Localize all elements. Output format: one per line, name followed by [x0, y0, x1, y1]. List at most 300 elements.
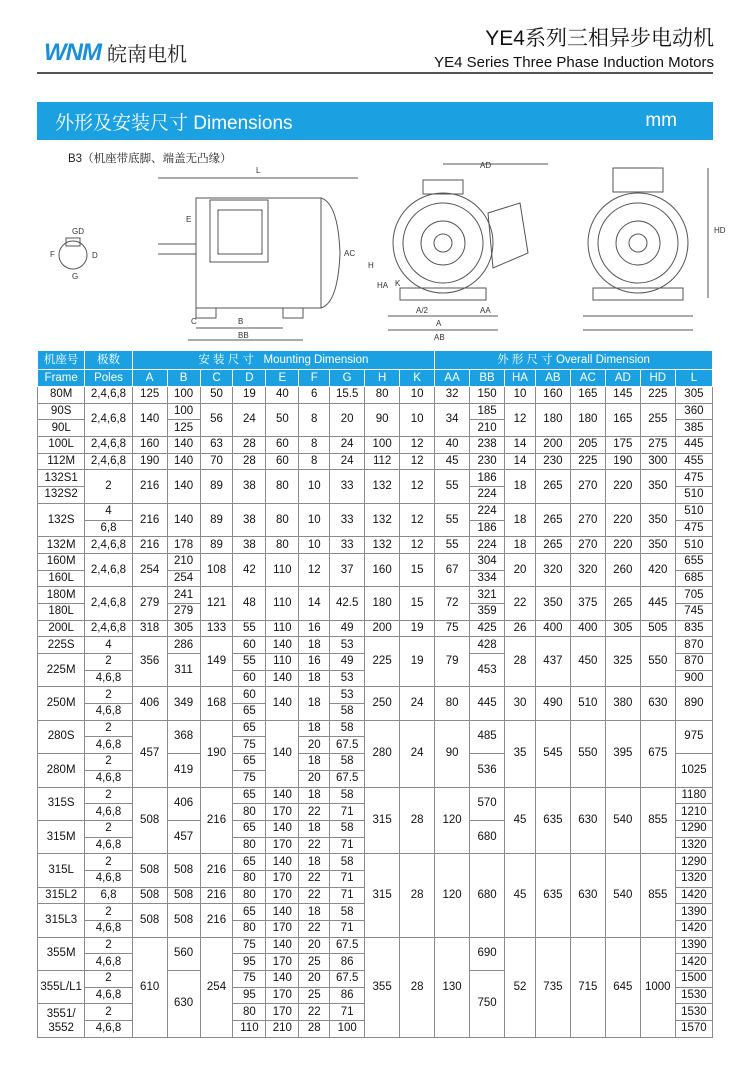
page-title	[434, 22, 714, 71]
table-cell: 65	[233, 904, 266, 921]
table-cell: 265	[535, 470, 570, 503]
table-cell: 360	[675, 403, 712, 420]
table-cell: 635	[535, 854, 570, 937]
table-cell: 250M	[38, 687, 85, 720]
table-cell: 445	[640, 587, 675, 620]
table-cell: 25	[299, 987, 330, 1004]
table-cell: 53	[330, 637, 365, 654]
table-cell: 60	[266, 453, 299, 470]
table-cell: 224	[470, 487, 505, 504]
column-header-d: D	[233, 370, 266, 387]
table-cell: 10	[299, 537, 330, 554]
table-cell: 545	[535, 720, 570, 787]
table-cell: 100	[365, 437, 400, 454]
table-cell: 355	[365, 937, 400, 1037]
column-header-c: C	[200, 370, 233, 387]
label-E: E	[186, 215, 192, 224]
table-cell: 28	[505, 637, 536, 687]
table-cell: 140	[266, 787, 299, 804]
table-cell: 67.5	[330, 770, 365, 787]
table-cell: 145	[605, 387, 640, 404]
table-cell: 32	[435, 387, 470, 404]
table-cell: 140	[266, 687, 299, 720]
table-cell: 170	[266, 837, 299, 854]
table-cell: 100	[167, 403, 200, 420]
table-cell: 72	[435, 587, 470, 620]
table-cell: 1025	[675, 754, 712, 787]
table-cell: 132S2	[38, 487, 85, 504]
table-cell: 2	[85, 854, 132, 871]
table-cell: 855	[640, 854, 675, 937]
table-cell: 58	[330, 754, 365, 771]
table-cell: 170	[266, 987, 299, 1004]
table-cell: 270	[570, 537, 605, 554]
table-cell-line: 3552	[48, 1021, 74, 1034]
table-cell: 110	[266, 654, 299, 671]
table-cell: 67.5	[330, 971, 365, 988]
table-cell: 305	[605, 620, 640, 637]
table-cell: 120	[435, 854, 470, 937]
table-cell: 200L	[38, 620, 85, 637]
table-cell: 60	[266, 437, 299, 454]
table-cell: 705	[675, 587, 712, 604]
table-row	[38, 387, 713, 404]
table-cell: 125	[132, 387, 167, 404]
table-cell: 170	[266, 954, 299, 971]
table-row	[38, 403, 713, 420]
table-cell: 508	[167, 887, 200, 904]
table-cell: 18	[505, 503, 536, 536]
table-cell: 2,4,6,8	[85, 403, 132, 436]
table-cell: 60	[233, 687, 266, 704]
table-cell: 1000	[640, 937, 675, 1037]
dimension-table	[37, 350, 713, 1038]
table-cell: 2,4,6,8	[85, 587, 132, 620]
table-cell: 305	[167, 620, 200, 637]
table-cell: 2,4,6,8	[85, 387, 132, 404]
table-row	[38, 720, 713, 737]
dimension-drawing	[28, 158, 728, 348]
table-cell: 1320	[675, 837, 712, 854]
table-cell: 2	[85, 1004, 132, 1021]
table-cell: 505	[640, 620, 675, 637]
table-cell: 610	[132, 937, 167, 1037]
table-cell: 65	[233, 720, 266, 737]
table-cell: 12	[400, 453, 435, 470]
label-A-half: A/2	[416, 306, 429, 315]
table-cell: 18	[299, 670, 330, 687]
table-cell: 10	[400, 403, 435, 436]
table-cell: 550	[570, 720, 605, 787]
table-cell: 1290	[675, 854, 712, 871]
table-cell	[38, 1004, 85, 1037]
label-L: L	[256, 166, 261, 175]
table-cell: 225S	[38, 637, 85, 654]
section-banner	[37, 102, 713, 140]
table-cell: 12	[400, 437, 435, 454]
table-cell: 320	[570, 553, 605, 586]
table-cell: 420	[640, 553, 675, 586]
motor-end-view	[588, 193, 688, 293]
table-cell: 216	[200, 787, 233, 854]
table-cell: 2	[85, 470, 132, 503]
title-en: YE4 Series Three Phase Induction Motors	[434, 54, 714, 71]
table-cell: 870	[675, 637, 712, 654]
table-row	[38, 453, 713, 470]
table-cell: 715	[570, 937, 605, 1037]
column-header-a: A	[132, 370, 167, 387]
table-cell: 170	[266, 804, 299, 821]
table-row	[38, 587, 713, 604]
table-cell: 510	[675, 503, 712, 520]
table-cell: 140	[266, 820, 299, 837]
table-cell: 71	[330, 887, 365, 904]
shaft-section	[59, 241, 87, 269]
column-header-ab: AB	[535, 370, 570, 387]
table-cell: 260	[605, 553, 640, 586]
table-cell: 2,4,6,8	[85, 537, 132, 554]
table-cell: 508	[132, 854, 167, 887]
table-cell: 735	[535, 937, 570, 1037]
label-D: D	[92, 251, 98, 260]
table-cell: 86	[330, 987, 365, 1004]
table-cell: 28	[400, 937, 435, 1037]
table-cell: 80	[266, 470, 299, 503]
table-cell: 48	[233, 587, 266, 620]
table-cell: 4,6,8	[85, 954, 132, 971]
table-cell: 67.5	[330, 737, 365, 754]
table-cell: 975	[675, 720, 712, 753]
column-header-ha: HA	[505, 370, 536, 387]
table-cell: 56	[200, 403, 233, 436]
table-cell: 270	[570, 470, 605, 503]
table-row	[38, 537, 713, 554]
table-cell: 265	[605, 587, 640, 620]
table-cell: 4,6,8	[85, 1021, 132, 1038]
table-cell: 200	[365, 620, 400, 637]
table-cell: 216	[132, 470, 167, 503]
table-cell: 112M	[38, 453, 85, 470]
table-row	[38, 854, 713, 871]
table-cell: 380	[605, 687, 640, 720]
table-cell: 536	[470, 754, 505, 787]
table-cell: 550	[640, 637, 675, 687]
table-cell: 80	[233, 804, 266, 821]
table-cell: 359	[470, 603, 505, 620]
table-cell: 1500	[675, 971, 712, 988]
column-header-b: B	[167, 370, 200, 387]
table-row	[38, 503, 713, 520]
table-cell: 508	[132, 887, 167, 904]
table-cell: 286	[167, 637, 200, 654]
table-cell: 254	[167, 570, 200, 587]
table-cell: 4,6,8	[85, 870, 132, 887]
table-cell: 28	[233, 453, 266, 470]
table-cell: 15.5	[330, 387, 365, 404]
table-cell: 4,6,8	[85, 737, 132, 754]
table-cell: 630	[570, 854, 605, 937]
table-cell: 34	[435, 403, 470, 436]
table-cell: 140	[266, 937, 299, 954]
column-header-e: E	[266, 370, 299, 387]
mounting-note: B3（机座带底脚、端盖无凸缘）	[68, 153, 232, 165]
table-cell: 22	[299, 804, 330, 821]
table-cell: 540	[605, 854, 640, 937]
table-cell: 2,4,6,8	[85, 453, 132, 470]
table-cell: 254	[200, 937, 233, 1037]
table-cell: 216	[132, 537, 167, 554]
table-cell: 149	[200, 637, 233, 687]
table-cell: 112	[365, 453, 400, 470]
table-cell: 18	[299, 787, 330, 804]
label-C: C	[191, 317, 197, 326]
table-cell: 870	[675, 654, 712, 671]
table-cell: 419	[167, 754, 200, 787]
table-cell: 65	[233, 787, 266, 804]
table-row	[38, 553, 713, 570]
table-cell: 65	[233, 754, 266, 771]
table-cell: 186	[470, 520, 505, 537]
table-cell: 70	[200, 453, 233, 470]
table-cell: 475	[675, 470, 712, 487]
table-body	[38, 387, 713, 1038]
table-cell: 900	[675, 670, 712, 687]
label-H: H	[368, 261, 374, 270]
table-cell: 280M	[38, 754, 85, 787]
table-row	[38, 787, 713, 804]
table-cell: 6	[299, 387, 330, 404]
table-cell: 65	[233, 820, 266, 837]
table-cell: 4,6,8	[85, 804, 132, 821]
table-cell: 75	[233, 937, 266, 954]
table-cell: 315L2	[38, 887, 85, 904]
table-cell: 89	[200, 537, 233, 554]
table-cell: 355M	[38, 937, 85, 970]
table-cell: 16	[299, 654, 330, 671]
table-cell: 305	[675, 387, 712, 404]
table-cell: 230	[470, 453, 505, 470]
table-cell: 334	[470, 570, 505, 587]
table-cell: 140	[167, 470, 200, 503]
header-mounting	[132, 351, 434, 370]
table-cell: 315L	[38, 854, 85, 887]
table-cell: 180	[365, 587, 400, 620]
table-cell: 165	[570, 387, 605, 404]
table-cell: 58	[330, 820, 365, 837]
table-cell: 55	[435, 537, 470, 554]
table-cell: 33	[330, 503, 365, 536]
table-cell: 18	[299, 854, 330, 871]
table-cell: 38	[233, 537, 266, 554]
table-cell: 254	[132, 553, 167, 586]
table-cell: 645	[605, 937, 640, 1037]
table-cell: 457	[132, 720, 167, 787]
label-HD: HD	[714, 226, 726, 235]
label-GD: GD	[72, 227, 84, 236]
table-cell: 350	[640, 503, 675, 536]
table-cell: 110	[233, 1021, 266, 1038]
table-cell: 170	[266, 921, 299, 938]
table-cell: 79	[435, 637, 470, 687]
table-cell: 321	[470, 587, 505, 604]
table-cell: 38	[233, 503, 266, 536]
table-cell: 75	[435, 620, 470, 637]
table-cell: 133	[200, 620, 233, 637]
table-cell: 210	[470, 420, 505, 437]
table-cell: 315M	[38, 820, 85, 853]
table-cell: 315	[365, 854, 400, 937]
table-cell: 28	[400, 787, 435, 854]
table-cell: 20	[299, 971, 330, 988]
table-cell: 80	[233, 837, 266, 854]
table-cell: 132M	[38, 537, 85, 554]
table-cell: 275	[640, 437, 675, 454]
table-cell: 216	[200, 854, 233, 887]
table-cell: 225	[570, 453, 605, 470]
table-cell: 406	[167, 787, 200, 820]
table-cell: 220	[605, 470, 640, 503]
table-cell: 225	[640, 387, 675, 404]
table-cell: 120	[435, 787, 470, 854]
table-cell: 58	[330, 854, 365, 871]
table-cell: 318	[132, 620, 167, 637]
table-cell: 160	[535, 387, 570, 404]
table-cell: 1420	[675, 954, 712, 971]
header-overall-en: Overall Dimension	[555, 353, 650, 366]
table-cell: 225M	[38, 654, 85, 687]
table-cell: 140	[266, 720, 299, 787]
table-cell: 37	[330, 553, 365, 586]
table-cell: 90	[435, 720, 470, 787]
table-cell: 10	[505, 387, 536, 404]
table-cell: 18	[299, 754, 330, 771]
table-cell: 457	[167, 820, 200, 853]
table-cell: 22	[299, 887, 330, 904]
table-cell: 10	[299, 470, 330, 503]
table-cell: 630	[570, 787, 605, 854]
column-header-f: F	[299, 370, 330, 387]
label-B: B	[238, 317, 244, 326]
table-cell: 20	[505, 553, 536, 586]
table-row	[38, 470, 713, 487]
table-cell: 45	[505, 787, 536, 854]
table-cell: 170	[266, 887, 299, 904]
table-cell: 170	[266, 870, 299, 887]
table-cell: 8	[299, 437, 330, 454]
table-cell: 53	[330, 670, 365, 687]
table-cell: 2,4,6,8	[85, 553, 132, 586]
table-cell: 28	[233, 437, 266, 454]
table-cell: 90	[365, 403, 400, 436]
table-cell: 42	[233, 553, 266, 586]
table-cell: 1320	[675, 870, 712, 887]
table-cell: 40	[435, 437, 470, 454]
table-cell: 320	[535, 553, 570, 586]
table-cell: 450	[570, 637, 605, 687]
table-cell: 18	[505, 470, 536, 503]
table-cell: 55	[233, 620, 266, 637]
table-cell: 168	[200, 687, 233, 720]
table-cell: 160	[365, 553, 400, 586]
table-cell: 400	[535, 620, 570, 637]
table-cell: 52	[505, 937, 536, 1037]
table-cell: 50	[200, 387, 233, 404]
table-cell: 71	[330, 870, 365, 887]
table-cell: 140	[266, 670, 299, 687]
table-cell: 140	[167, 437, 200, 454]
table-cell: 33	[330, 470, 365, 503]
table-cell: 140	[167, 453, 200, 470]
table-cell: 132	[365, 537, 400, 554]
header-poles-cn: 极数	[85, 351, 132, 370]
table-cell: 16	[299, 620, 330, 637]
table-cell: 1390	[675, 937, 712, 954]
table-cell: 510	[675, 537, 712, 554]
table-cell: 635	[535, 787, 570, 854]
table-cell: 80M	[38, 387, 85, 404]
table-cell: 75	[233, 770, 266, 787]
table-cell: 4,6,8	[85, 770, 132, 787]
table-cell: 250	[365, 687, 400, 720]
table-cell: 690	[470, 937, 505, 970]
table-cell: 485	[470, 720, 505, 753]
table-cell: 108	[200, 553, 233, 586]
table-cell: 216	[200, 887, 233, 904]
table-cell: 680	[470, 820, 505, 853]
terminal-box-front	[488, 203, 528, 268]
table-cell: 311	[167, 654, 200, 687]
table-cell: 22	[299, 837, 330, 854]
column-header-l: L	[675, 370, 712, 387]
table-cell: 95	[233, 954, 266, 971]
table-cell: 22	[505, 587, 536, 620]
header-overall-cn: 外 形 尺 寸	[497, 353, 553, 366]
table-cell: 10	[299, 503, 330, 536]
label-F: F	[50, 250, 55, 259]
table-cell: 12	[299, 553, 330, 586]
table-cell: 1530	[675, 1004, 712, 1021]
table-cell: 279	[132, 587, 167, 620]
table-cell: 2	[85, 787, 132, 804]
table-cell: 180L	[38, 603, 85, 620]
table-cell: 750	[470, 971, 505, 1038]
table-cell: 205	[570, 437, 605, 454]
table-cell: 80	[233, 1004, 266, 1021]
table-cell: 210	[266, 1021, 299, 1038]
table-cell: 12	[400, 503, 435, 536]
table-cell: 190	[132, 453, 167, 470]
table-cell: 40	[266, 387, 299, 404]
table-cell: 100L	[38, 437, 85, 454]
table-cell: 42.5	[330, 587, 365, 620]
table-cell: 24	[400, 687, 435, 720]
motor-front-view	[393, 193, 493, 293]
table-cell: 368	[167, 720, 200, 753]
table-cell: 132	[365, 470, 400, 503]
table-cell: 160M	[38, 553, 85, 570]
table-cell: 241	[167, 587, 200, 604]
table-cell: 216	[132, 503, 167, 536]
column-header-ad: AD	[605, 370, 640, 387]
table-cell: 1390	[675, 904, 712, 921]
table-cell: 80	[365, 387, 400, 404]
section-title: 外形及安装尺寸 Dimensions	[55, 112, 293, 134]
table-cell: 125	[167, 420, 200, 437]
table-cell: 508	[132, 787, 167, 854]
table-cell: 110	[266, 620, 299, 637]
table-cell: 65	[233, 854, 266, 871]
table-cell: 50	[266, 403, 299, 436]
